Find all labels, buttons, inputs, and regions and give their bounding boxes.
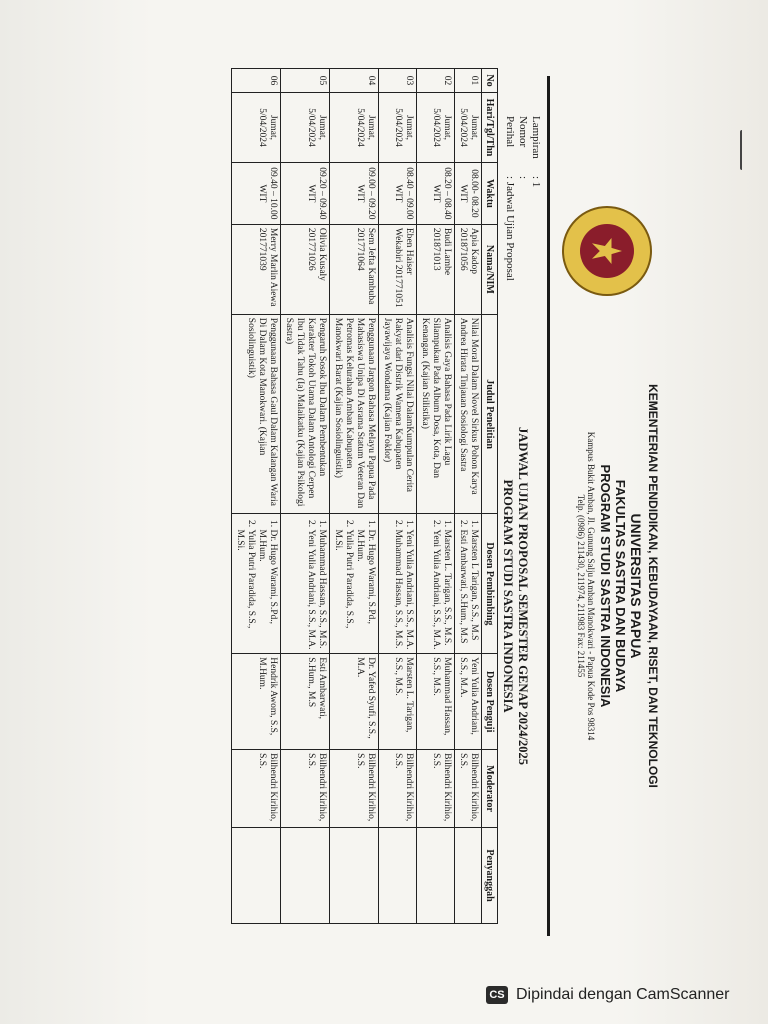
schedule-table [231, 68, 498, 924]
cell-name: Eben Haiser Wekabiri 201771051 [379, 224, 417, 314]
cell-penguji: Marsten L. Tarigan, S.S., M.S. [379, 654, 417, 750]
cell-no: 01 [455, 69, 482, 93]
cell-pembimbing [455, 514, 482, 654]
cell-penyanggah [379, 828, 417, 924]
cell-no: 02 [417, 69, 455, 93]
lampiran-value: : 1 [530, 176, 542, 188]
cell-time: 08.20 – 08.40 WIT [417, 162, 455, 224]
cell-moderator: Bilhendri Kirihio, S.S. [330, 750, 379, 828]
pembimbing-1: 1. Dr. Hugo Warami, S.Pd., M.Hum. [256, 529, 278, 650]
table-row [232, 69, 281, 924]
document-page [130, 76, 670, 936]
cell-pembimbing [330, 514, 379, 654]
camscanner-watermark [486, 986, 729, 1004]
cell-moderator: Bilhendri Kirihio, S.S. [417, 750, 455, 828]
nomor-value: : [517, 176, 529, 180]
cell-penguji: Hendrik Awom, S.S, M.Hum. [232, 654, 281, 750]
header-penguji: Dosen Penguji [482, 654, 498, 750]
header-penyanggah: Penyanggah [482, 828, 498, 924]
cell-name: Sem Jefta Kambuba 201771064 [330, 224, 379, 314]
pembimbing-2: 2. Muhammad Hassan, S.S., M.S. [392, 529, 403, 650]
table-row [281, 69, 330, 924]
pen-mark [740, 130, 745, 170]
faculty-name: FAKULTAS SASTRA DAN BUDAYA [613, 479, 628, 693]
cell-penyanggah [232, 828, 281, 924]
nomor-label: Nomor [517, 116, 529, 148]
letter-meta [503, 116, 542, 281]
ministry-name: KEMENTERIAN PENDIDIKAN, KEBUDAYAAN, RISET, DAN TEKNOLOGI [646, 384, 660, 788]
university-name: UNIVERSITAS PAPUA [628, 513, 644, 659]
cell-penyanggah [455, 828, 482, 924]
cell-date: Jumat, 5/04/2024 [232, 92, 281, 162]
pembimbing-1: 1. Marsten L Tarigan, S.S., M.S [468, 529, 479, 650]
cell-time: 08.00- 08.20 WIT [455, 162, 482, 224]
cell-date: Jumat, 5/04/2024 [330, 92, 379, 162]
header-no: No [482, 69, 498, 93]
cell-name: Olivia Kusaly 201771026 [281, 224, 330, 314]
perihal-label: Perihal [504, 116, 516, 148]
pembimbing-1: 1. Marsten L. Tarigan, S.S., M.S. [441, 529, 452, 650]
cell-date: Jumat, 5/04/2024 [417, 92, 455, 162]
perihal-value: : Jadwal Ujian Proposal [504, 176, 516, 281]
table-header-row [482, 69, 498, 924]
program-name: PROGRAM STUDI SASTRA INDONESIA [598, 464, 613, 708]
phone: Telp. (0986) 211430, 211974, 211983 Fax: 211455 [576, 494, 586, 678]
pembimbing-2: 2. Yeni Yulia Andriani, S.S., M.A. [305, 529, 316, 650]
cell-date: Jumat, 5/04/2024 [379, 92, 417, 162]
cell-title: Analisis Fungsi Nilai DalamKumpulan Cerita Rakyat dari Distrik Wamena Kabupaten Jayawijaya Wondama (Kajian Foklor) [379, 314, 417, 514]
cell-penguji: Yeni Yulia Andriani, S.S., M.A. [455, 654, 482, 750]
cell-name: Budi Lambe 201871013 [417, 224, 455, 314]
cell-pembimbing [232, 514, 281, 654]
cell-penguji: Muhammad Hassan, S.S., M.S. [417, 654, 455, 750]
cell-date: Jumat, 5/04/2024 [281, 92, 330, 162]
header-moderator: Moderator [482, 750, 498, 828]
cell-moderator: Bilhendri Kirihio, S.S. [232, 750, 281, 828]
pembimbing-2: 2. Yulia Putri Paradida, S.S., M.Si. [332, 529, 354, 650]
cell-penguji: Dr. Yafed Syufi, S.S., M.A. [330, 654, 379, 750]
pembimbing-1: 1. Muhammad Hassan, S.S., M.S. [316, 529, 327, 650]
table-row [379, 69, 417, 924]
document-title [500, 376, 530, 816]
cell-name: Apia Kadop 201871056 [455, 224, 482, 314]
table-row [330, 69, 379, 924]
header-date: Hari/Tgl/Thn [482, 92, 498, 162]
cell-penyanggah [417, 828, 455, 924]
cell-moderator: Bilhendri Kirihio, S.S. [281, 750, 330, 828]
letterhead-rule [547, 76, 550, 936]
cell-penyanggah [330, 828, 379, 924]
cell-pembimbing [417, 514, 455, 654]
table-row [455, 69, 482, 924]
title-line-2: PROGRAM STUDI SASTRA INDONESIA [501, 479, 515, 713]
address: Kampus Bukit Amban, Jl. Gunung Salju Amban Manokwari - Papua Kode Pos 98314 [586, 431, 596, 741]
cell-title: Pengaruh Sosok Ibu Dalam Pembentukan Karakter Tokoh Utama Dalam Antologi Cerpen Ibu Tidak Tahu (Ia) Malaikatku (Kajian Psikologi Sastra) [281, 314, 330, 514]
header-time: Waktu [482, 162, 498, 224]
camscanner-icon: CS [486, 986, 508, 1004]
cell-pembimbing [281, 514, 330, 654]
cell-moderator: Bilhendri Kirihio, S.S. [455, 750, 482, 828]
cell-time: 08.40 – 09.00 WIT [379, 162, 417, 224]
cell-title: Penggunaan Bahasa Gaul Dalam Kalangan Waria Di Dalam Kota Manokwari. (Kajian Sosiolinguistik) [232, 314, 281, 514]
letterhead [576, 306, 660, 866]
cell-time: 09.20 – 09.40 WIT [281, 162, 330, 224]
pembimbing-1: 1. Dr. Hugo Warami, S.Pd., M.Hum. [354, 529, 376, 650]
pembimbing-1: 1. Yeni Yulia Andriani, S.S., M.A. [403, 529, 414, 650]
pembimbing-2: 2. Yeni Yulia Andriani, S.S., M.A. [430, 529, 441, 650]
lampiran-label: Lampiran [530, 116, 542, 159]
header-name: Nama/NIM [482, 224, 498, 314]
cell-title: Penggunaan Jargon Bahasa Melayu Papua Pada Mahasiswa Unipa Di Asrama Statum Veteran Dan Petromas Kelurahan Amban Kabupaten Manokwari Barat (Kajian Sosiolinguistik) [330, 314, 379, 514]
pembimbing-2: 2. Yulia Putri Paradida, S.S., M.Si. [234, 529, 256, 650]
title-line-1: JADWAL UJIAN PROPOSAL SEMESTER GENAP 2024/2025 [516, 427, 530, 765]
cell-title: Analisis Gaya Bahasa Pada Lirik Lagu Silampukau Pada Album Dosa, Kota, Dan Kenangan. (Kajian Stilistika) [417, 314, 455, 514]
header-title: Judul Penelitian [482, 314, 498, 514]
cell-no: 03 [379, 69, 417, 93]
cell-name: Merry Marlin Aiewa 201771039 [232, 224, 281, 314]
cell-moderator: Bilhendri Kirihio, S.S. [379, 750, 417, 828]
cell-pembimbing [379, 514, 417, 654]
cell-date: Jumat, 5/04/2024 [455, 92, 482, 162]
cell-no: 06 [232, 69, 281, 93]
cell-no: 05 [281, 69, 330, 93]
camscanner-text: Dipindai dengan CamScanner [516, 986, 730, 1003]
university-logo [562, 206, 652, 296]
cell-title: Nilai Moral Dalam Novel Sirkus Pohon Karya Andrea Hirata Tinjauan Sosiologi Sastra [455, 314, 482, 514]
cell-time: 09.40 – 10.00 WIT [232, 162, 281, 224]
cell-penyanggah [281, 828, 330, 924]
cell-no: 04 [330, 69, 379, 93]
header-pembimbing: Dosen Pembimbing [482, 514, 498, 654]
cell-penguji: Esti Ambarwati, S.Hum., M.S [281, 654, 330, 750]
table-row [417, 69, 455, 924]
pembimbing-2: 2. Esti Ambarwati, S.Hum., M.S [457, 529, 468, 650]
cell-time: 09.00 – 09.20 WIT [330, 162, 379, 224]
